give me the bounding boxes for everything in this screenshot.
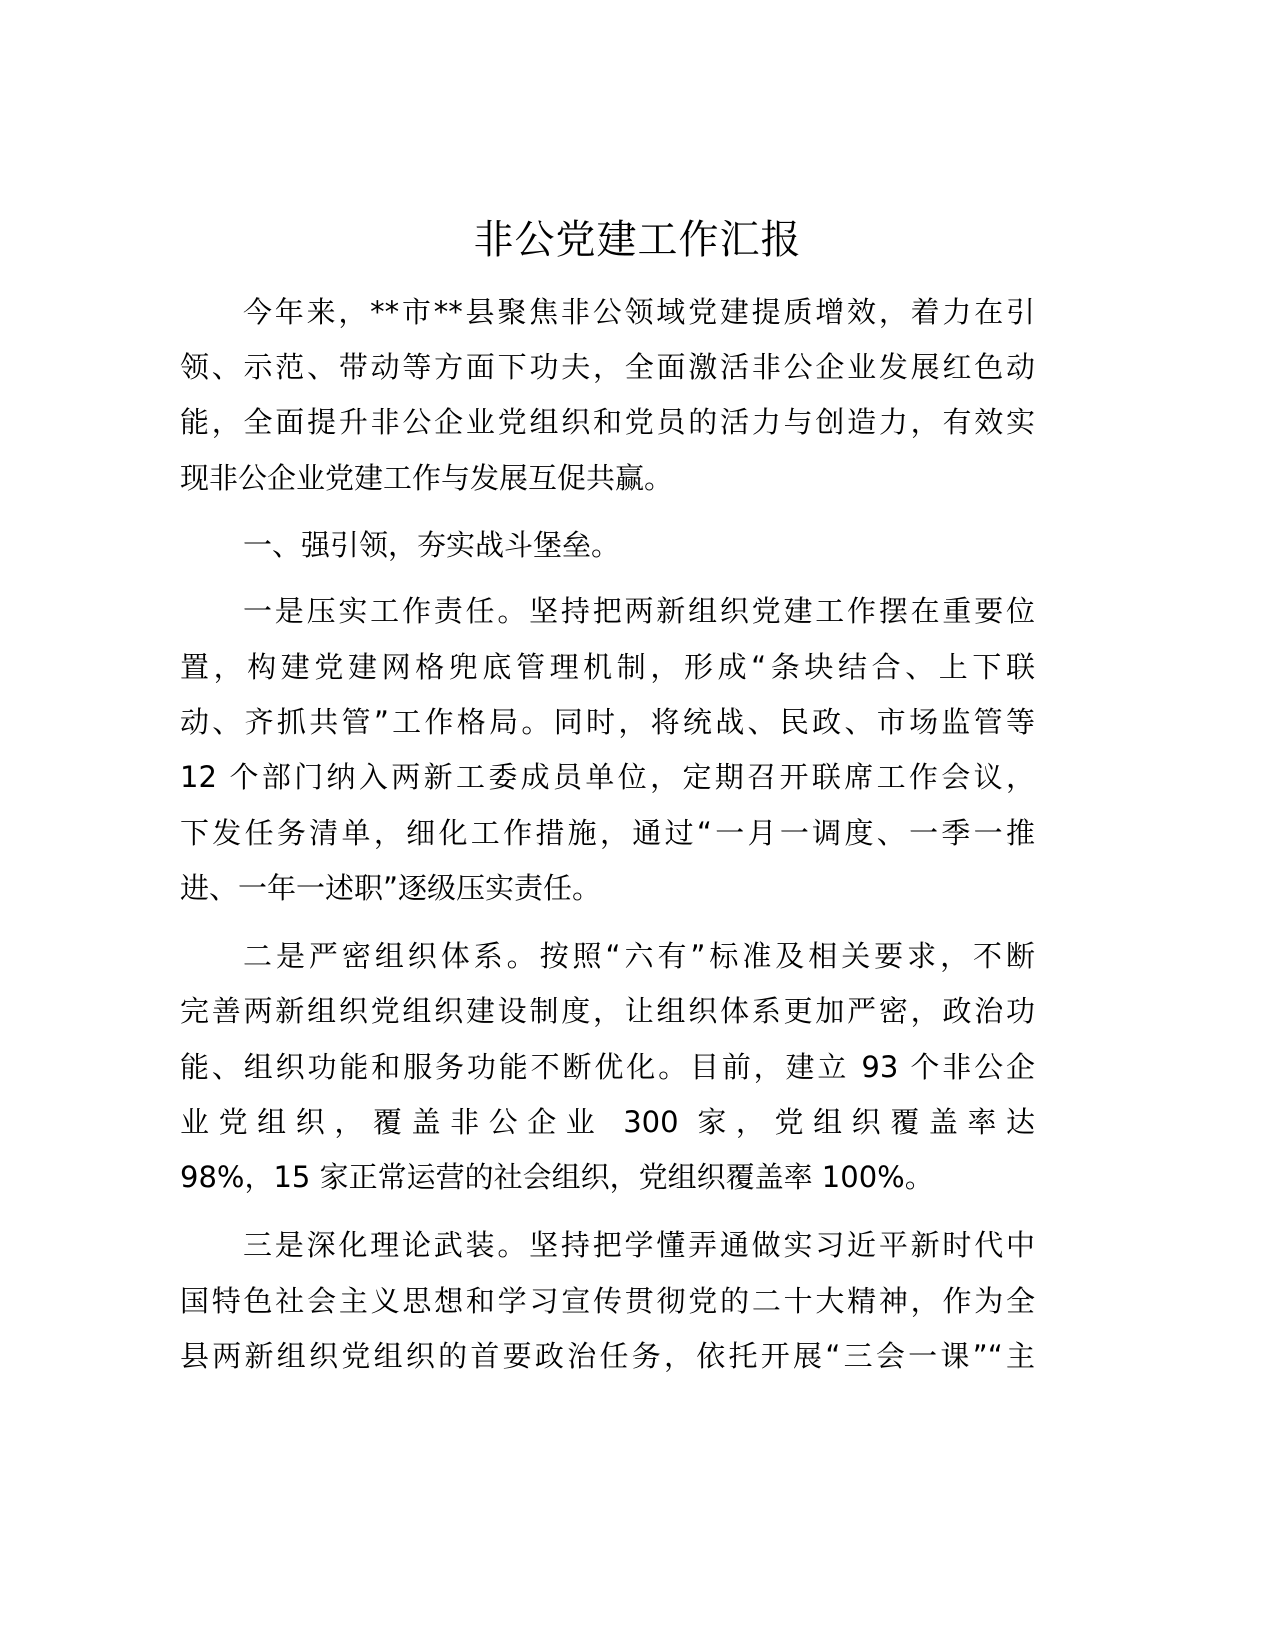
paragraph-4-line-2: 国特色社会主义思想和学习宣传贯彻党的二十大精神，作为全 [180, 1284, 1035, 1318]
paragraph-2-line-1: 一是压实工作责任。坚持把两新组织党建工作摆在重要位 [243, 594, 1035, 628]
paragraph-1-line-4: 现非公企业党建工作与发展互促共赢。 [180, 461, 674, 495]
paragraph-1-line-1: 今年来，**市**县聚焦非公领域党建提质增效，着力在引 [243, 295, 1035, 329]
paragraph-4-line-3: 县两新组织党组织的首要政治任务，依托开展“三会一课”“主 [180, 1339, 1035, 1373]
paragraph-1-line-2: 领、示范、带动等方面下功夫，全面激活非公企业发展红色动 [180, 350, 1035, 384]
paragraph-2-line-6: 进、一年一述职”逐级压实责任。 [180, 871, 602, 905]
paragraph-2-line-2: 置，构建党建网格兜底管理机制，形成“条块结合、上下联 [180, 650, 1035, 684]
paragraph-3-line-4: 业党组织，覆盖非公企业 300 家，党组织覆盖率达 [180, 1105, 1035, 1139]
paragraph-3-line-1: 二是严密组织体系。按照“六有”标准及相关要求，不断 [243, 939, 1035, 973]
paragraph-3-line-3: 能、组织功能和服务功能不断优化。目前，建立 93 个非公企 [180, 1050, 1035, 1084]
paragraph-1-line-3: 能，全面提升非公企业党组织和党员的活力与创造力，有效实 [180, 405, 1035, 439]
paragraph-2-line-4: 12 个部门纳入两新工委成员单位，定期召开联席工作会议， [180, 760, 1035, 794]
paragraph-2-line-3: 动、齐抓共管”工作格局。同时，将统战、民政、市场监管等 [180, 705, 1035, 739]
paragraph-3-line-5: 98%，15 家正常运营的社会组织，党组织覆盖率 100%。 [180, 1160, 934, 1194]
document-title: 非公党建工作汇报 [473, 217, 802, 263]
section-heading-1: 一、强引领，夯实战斗堡垒。 [243, 528, 621, 562]
paragraph-2-line-5: 下发任务清单，细化工作措施，通过“一月一调度、一季一推 [180, 816, 1035, 850]
paragraph-3-line-2: 完善两新组织党组织建设制度，让组织体系更加严密，政治功 [180, 994, 1035, 1028]
paragraph-4-line-1: 三是深化理论武装。坚持把学懂弄通做实习近平新时代中 [243, 1228, 1035, 1262]
